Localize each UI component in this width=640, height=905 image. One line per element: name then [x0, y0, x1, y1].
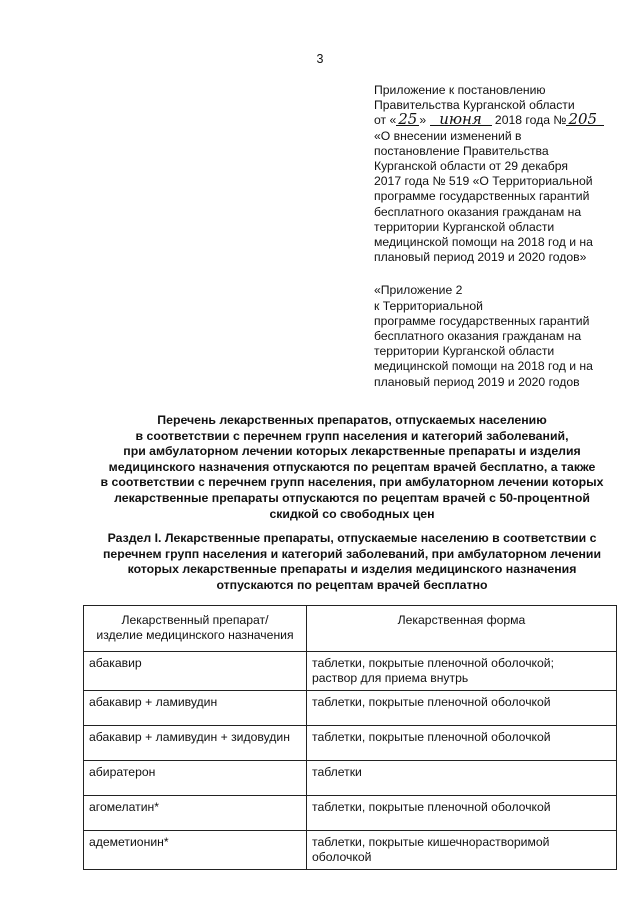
appendix-line: программе государственных гарантий: [374, 313, 590, 328]
appendix-line: «Приложение 2: [374, 283, 463, 298]
table-row: [84, 726, 617, 761]
annex-line-1: Приложение к постановлению: [374, 83, 546, 97]
form-cell: [307, 831, 617, 870]
form-cell: [307, 796, 617, 831]
appendix-line: плановый период 2019 и 2020 годов: [374, 374, 580, 389]
section-heading: [86, 531, 618, 593]
section-line: перечнем групп населения и категорий заболеваний, при амбулаторном лечении: [102, 546, 602, 561]
section-line: отпускаются по рецептам врачей бесплатно: [216, 577, 488, 592]
form-line: таблетки: [312, 765, 362, 779]
header-form-text: Лекарственная форма: [397, 613, 526, 627]
annex-body-line: «О внесении изменений в: [374, 128, 522, 143]
document-title: [86, 413, 618, 522]
header-drug: [84, 606, 307, 652]
drug-table: [83, 605, 617, 870]
drug-cell: абакавир + ламивудин + зидовудин: [84, 726, 307, 761]
form-cell: [307, 652, 617, 691]
annex-header: [374, 83, 624, 390]
annex-line-2: Правительства Курганской области: [374, 98, 575, 113]
annex-body-line: Курганской области от 29 декабря: [374, 159, 568, 174]
title-line: медицинского назначения отпускаются по рецептам врачей бесплатно, а также: [108, 459, 596, 474]
annex-body-line: постановление Правительства: [374, 143, 549, 158]
drug-cell: агомелатин*: [84, 796, 307, 831]
form-cell: [307, 761, 617, 796]
annex-body-line: 2017 года № 519 «О Территориальной: [374, 174, 593, 189]
annex-body-line: территории Курганской области: [374, 219, 555, 234]
table-header-row: [84, 606, 617, 652]
appendix-line: к Территориальной: [374, 298, 483, 313]
handwritten-day: 25: [398, 110, 418, 129]
header-form: [307, 606, 617, 652]
form-line: таблетки, покрытые пленочной оболочкой: [312, 800, 551, 814]
table-row: [84, 652, 617, 691]
appendix-line: медицинской помощи на 2018 год и на: [374, 359, 593, 374]
form-line: раствор для приема внутрь: [312, 671, 469, 685]
title-line: Перечень лекарственных препаратов, отпускаемых населению: [157, 413, 547, 427]
title-line: лекарственные препараты отпускаются по рецептам врачей с 50-процентной: [114, 490, 590, 505]
table-row: [84, 691, 617, 726]
page-number: 3: [316, 52, 324, 66]
annex-body-line: плановый период 2019 и 2020 годов»: [374, 250, 587, 265]
title-line: в соответствии с перечнем групп населения и категорий заболеваний,: [135, 428, 569, 443]
handwritten-month: июня: [430, 113, 492, 125]
drug-cell: абиратерон: [84, 761, 307, 796]
drug-cell: абакавир + ламивудин: [84, 691, 307, 726]
annex-date-line: [374, 110, 624, 129]
form-line: таблетки, покрытые пленочной оболочкой: [312, 695, 551, 709]
header-drug-line-2: изделие медицинского назначения: [96, 628, 294, 642]
title-line: в соответствии с перечнем групп населения, при амбулаторном лечении которых: [100, 475, 604, 490]
title-line: при амбулаторном лечении которых лекарственные препараты и изделия: [123, 444, 581, 459]
table-row: [84, 761, 617, 796]
drug-cell: абакавир: [84, 652, 307, 691]
date-mid: »: [419, 113, 430, 128]
header-drug-line-1: Лекарственный препарат/: [121, 613, 269, 627]
date-prefix: от «: [374, 113, 397, 128]
section-line: Раздел I. Лекарственные препараты, отпускаемые населению в соответствии с: [107, 531, 597, 545]
handwritten-number: 205: [566, 113, 604, 125]
table-row: [84, 831, 617, 870]
annex-body-line: программе государственных гарантий: [374, 189, 590, 204]
table-row: [84, 796, 617, 831]
form-cell: [307, 691, 617, 726]
form-line: таблетки, покрытые пленочной оболочкой;: [312, 656, 554, 670]
form-line: таблетки, покрытые кишечнорастворимой: [312, 835, 550, 849]
annex-body-line: бесплатного оказания гражданам на: [374, 204, 582, 219]
drug-cell: адеметионин*: [84, 831, 307, 870]
form-cell: [307, 726, 617, 761]
appendix-line: территории Курганской области: [374, 344, 555, 359]
date-year: 2018 года №: [491, 113, 567, 128]
form-line: таблетки, покрытые пленочной оболочкой: [312, 730, 551, 744]
title-line: скидкой со свободных цен: [269, 506, 435, 521]
form-line: оболочкой: [312, 850, 372, 864]
appendix-line: бесплатного оказания гражданам на: [374, 329, 582, 344]
section-line: которых лекарственные препараты и изделия медицинского назначения: [127, 562, 577, 577]
annex-body-line: медицинской помощи на 2018 год и на: [374, 235, 593, 250]
